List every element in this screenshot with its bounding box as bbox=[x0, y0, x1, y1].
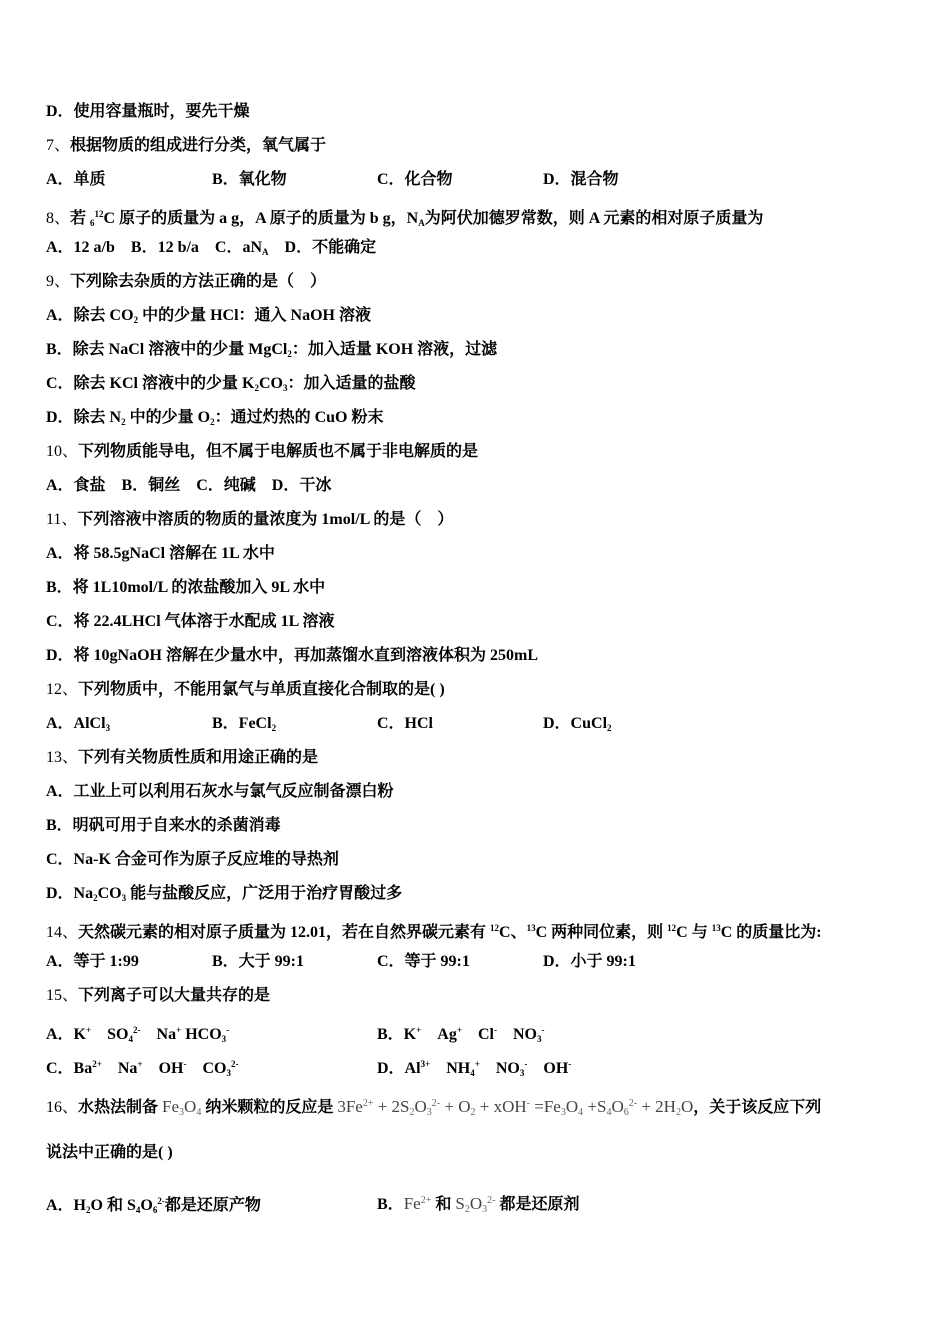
subscript: 3 bbox=[482, 1204, 488, 1215]
option-d: D．$Al^{3+}$ $NH_4^+$ $NO_3^-$ OH- bbox=[377, 1059, 572, 1078]
question-text: 若 $_6^{12}$C 原子的质量为 a g，A 原子的质量为 b g，$N_A$为阿伏加德罗常数，则 A 元素的相对原子质量为 bbox=[70, 209, 764, 228]
options-line: A．12 a/b B．12 b/a C．$aN_A$ D．不能确定 bbox=[46, 239, 377, 257]
superscript: 12 bbox=[94, 209, 104, 219]
superscript: 2- bbox=[231, 1059, 239, 1069]
question-13 bbox=[46, 741, 916, 775]
option-c: C．化合物 bbox=[377, 171, 453, 188]
option-label: B． bbox=[377, 1196, 404, 1213]
subscript: 3 bbox=[105, 723, 111, 733]
question-text: ，关于该反应下列 bbox=[693, 1099, 822, 1116]
question-12 bbox=[46, 673, 916, 707]
superscript: - bbox=[526, 1098, 531, 1109]
q8-options bbox=[46, 231, 916, 265]
q15-options-ab bbox=[46, 1013, 916, 1047]
question-text: 下列溶液中溶质的物质的量浓度为 1mol/L 的是（ ） bbox=[77, 511, 454, 528]
option-text: D．除去 $N_2$ 中的少量 $O_2$：通过灼热的 CuO 粉末 bbox=[46, 409, 384, 427]
question-9 bbox=[46, 265, 916, 299]
formula-fe2plus: $Fe^{2+}$ bbox=[403, 1194, 432, 1213]
question-16 bbox=[46, 1081, 916, 1127]
subscript: 3 bbox=[537, 1034, 542, 1044]
subscript: 2 bbox=[121, 417, 126, 427]
superscript: 12 bbox=[667, 923, 677, 933]
q13-option-b bbox=[46, 809, 916, 843]
formula-s2o3: $S_2O_3^{2-}$ bbox=[455, 1194, 496, 1215]
option-text: D．$Na_2CO_3$ 能与盐酸反应，广泛用于治疗胃酸过多 bbox=[46, 885, 403, 903]
q9-option-d bbox=[46, 401, 916, 435]
option-text: C．Na-K 合金可作为原子反应堆的导热剂 bbox=[46, 851, 339, 868]
subscript: 6 bbox=[90, 218, 95, 228]
superscript: 2- bbox=[133, 1025, 141, 1035]
option-a: A．单质 bbox=[46, 171, 106, 188]
subscript: 4 bbox=[470, 1068, 475, 1078]
superscript: - bbox=[568, 1059, 572, 1069]
question-text: 纳米颗粒的反应是 bbox=[201, 1099, 338, 1116]
q10-options bbox=[46, 469, 916, 503]
subscript: 3 bbox=[221, 1034, 227, 1044]
question-text: 天然碳元素的相对原子质量为 12.01，若在自然界碳元素有 $^{12}$C、$^{13}$C 两种同位素，则 $^{12}$C 与 $^{13}$C 的质量比为: bbox=[78, 923, 822, 941]
subscript: 2 bbox=[93, 893, 98, 903]
subscript: 4 bbox=[606, 1107, 612, 1118]
superscript: + bbox=[137, 1059, 143, 1069]
option-text: C．除去 KCl 溶液中的少量 $K_2CO_3$：加入适量的盐酸 bbox=[46, 375, 416, 393]
superscript: - bbox=[493, 1025, 497, 1035]
subscript: 2 bbox=[254, 383, 259, 393]
q13-option-d bbox=[46, 877, 916, 911]
question-text: 说法中正确的是( ) bbox=[46, 1144, 173, 1161]
question-number: 14、 bbox=[46, 924, 79, 941]
superscript: + bbox=[176, 1025, 182, 1035]
question-number: 12、 bbox=[46, 681, 79, 698]
subscript: 2 bbox=[409, 1107, 415, 1118]
formula-fe3o4: $Fe_3O_4$ bbox=[162, 1097, 202, 1118]
question-text: 下列有关物质性质和用途正确的是 bbox=[78, 749, 319, 766]
question-text: 根据物质的组成进行分类，氧气属于 bbox=[70, 137, 327, 154]
question-8 bbox=[46, 197, 916, 231]
q11-option-d bbox=[46, 639, 916, 673]
option-c: C．$Ba^{2+}$ Na+ OH- $CO_3^{2-}$ bbox=[46, 1059, 239, 1078]
superscript: - bbox=[524, 1059, 528, 1069]
option-text: 和 bbox=[431, 1196, 456, 1213]
superscript: 2+ bbox=[420, 1195, 432, 1206]
q14-options bbox=[46, 945, 916, 979]
question-11 bbox=[46, 503, 916, 537]
superscript: + bbox=[474, 1059, 480, 1069]
question-number: 7、 bbox=[46, 137, 71, 154]
question-number: 15、 bbox=[46, 987, 79, 1004]
superscript: 2- bbox=[157, 1196, 165, 1206]
option-a: A．K+ $SO_4^{2-}$ Na+ $HCO_3^-$ bbox=[46, 1025, 230, 1044]
subscript: 3 bbox=[519, 1068, 525, 1078]
document-page bbox=[46, 95, 916, 1224]
superscript: 13 bbox=[526, 923, 536, 933]
subscript: 3 bbox=[560, 1107, 566, 1118]
subscript: 2 bbox=[470, 1107, 476, 1118]
subscript: A bbox=[262, 247, 269, 257]
subscript: 3 bbox=[121, 893, 127, 903]
subscript: 3 bbox=[426, 1107, 432, 1118]
question-number: 10、 bbox=[46, 443, 79, 460]
question-number: 16、 bbox=[46, 1099, 79, 1116]
subscript: A bbox=[418, 218, 425, 228]
subscript: 2 bbox=[464, 1204, 470, 1215]
option-a: A．$H_2O$ 和 $S_4O_6^{2-}$都是还原产物 bbox=[46, 1196, 261, 1215]
superscript: 2- bbox=[628, 1098, 638, 1109]
subscript: 4 bbox=[135, 1205, 141, 1215]
superscript: + bbox=[416, 1025, 422, 1035]
q13-option-a bbox=[46, 775, 916, 809]
subscript: 3 bbox=[226, 1068, 231, 1078]
option-text: B．除去 NaCl 溶液中的少量 MgCl$_2$：加入适量 KOH 溶液，过滤 bbox=[46, 341, 498, 359]
superscript: + bbox=[86, 1025, 92, 1035]
subscript: 4 bbox=[196, 1107, 202, 1118]
subscript: 2 bbox=[86, 1205, 91, 1215]
superscript: 3+ bbox=[420, 1059, 431, 1069]
option-a: A．AlCl$_3$ bbox=[46, 715, 111, 733]
superscript: 13 bbox=[711, 923, 721, 933]
option-text: A．除去 $CO_2$ 中的少量 HCl：通入 NaOH 溶液 bbox=[46, 307, 371, 325]
question-number: 13、 bbox=[46, 749, 79, 766]
q7-options bbox=[46, 163, 916, 197]
option-d: D．混合物 bbox=[543, 171, 619, 188]
option-c: C．等于 99:1 bbox=[377, 953, 470, 970]
option-b: B．大于 99:1 bbox=[212, 953, 305, 970]
reaction-equation: $3Fe^{2+} + 2S_2O_3^{2-} + O_2 + xOH^- =Fe_3O_4 +S_4O_6^{2-} + 2H_2O$ bbox=[337, 1097, 694, 1118]
option-text: C．将 22.4LHCl 气体溶于水配成 1L 溶液 bbox=[46, 613, 335, 630]
option-b: B．氧化物 bbox=[212, 171, 287, 188]
subscript: 3 bbox=[282, 383, 288, 393]
subscript: 2 bbox=[675, 1107, 681, 1118]
subscript: 2 bbox=[271, 723, 277, 733]
question-text: 下列物质中，不能用氯气与单质直接化合制取的是( ) bbox=[78, 681, 445, 698]
option-b bbox=[377, 1178, 579, 1233]
superscript: + bbox=[456, 1025, 462, 1035]
question-15 bbox=[46, 979, 916, 1013]
superscript: - bbox=[183, 1059, 187, 1069]
question-10 bbox=[46, 435, 916, 469]
superscript: 12 bbox=[490, 923, 500, 933]
option-d: D．小于 99:1 bbox=[543, 953, 636, 970]
option-text: D．使用容量瓶时，要先干燥 bbox=[46, 103, 250, 120]
question-14 bbox=[46, 911, 916, 945]
question-16-cont bbox=[46, 1127, 916, 1178]
subscript: 6 bbox=[152, 1205, 158, 1215]
option-text: D．将 10gNaOH 溶解在少量水中，再加蒸馏水直到溶液体积为 250mL bbox=[46, 647, 539, 664]
option-text: A．工业上可以利用石灰水与氯气反应制备漂白粉 bbox=[46, 783, 394, 800]
superscript: 2- bbox=[431, 1098, 441, 1109]
option-c: C．HCl bbox=[377, 715, 434, 732]
question-7 bbox=[46, 129, 916, 163]
q9-option-c bbox=[46, 367, 916, 401]
q16-options bbox=[46, 1178, 916, 1224]
subscript: 2 bbox=[133, 315, 139, 325]
question-text: 下列离子可以大量共存的是 bbox=[78, 987, 271, 1004]
question-text: 水热法制备 bbox=[78, 1099, 163, 1116]
subscript: 4 bbox=[578, 1107, 584, 1118]
option-text: A．将 58.5gNaCl 溶解在 1L 水中 bbox=[46, 545, 275, 562]
superscript: 2+ bbox=[362, 1098, 374, 1109]
option-a: A．等于 1:99 bbox=[46, 953, 139, 970]
option-b: B．FeCl$_2$ bbox=[212, 715, 277, 733]
q15-options-cd bbox=[46, 1047, 916, 1081]
q9-option-a bbox=[46, 299, 916, 333]
superscript: 2+ bbox=[92, 1059, 102, 1069]
option-text: B．将 1L10mol/L 的浓盐酸加入 9L 水中 bbox=[46, 579, 326, 596]
subscript: 4 bbox=[128, 1034, 134, 1044]
q11-option-a bbox=[46, 537, 916, 571]
q12-options bbox=[46, 707, 916, 741]
q9-option-b bbox=[46, 333, 916, 367]
superscript: 2- bbox=[487, 1195, 496, 1206]
subscript: 3 bbox=[179, 1107, 185, 1118]
q13-option-c bbox=[46, 843, 916, 877]
q11-option-b bbox=[46, 571, 916, 605]
subscript: 2 bbox=[287, 349, 292, 359]
superscript: - bbox=[541, 1025, 545, 1035]
subscript: 2 bbox=[210, 417, 215, 427]
question-number: 8、 bbox=[46, 210, 71, 227]
question-text: 下列除去杂质的方法正确的是（ ） bbox=[70, 273, 327, 290]
option-text: 都是还原剂 bbox=[495, 1196, 580, 1213]
option-d: D．CuCl$_2$ bbox=[543, 715, 612, 733]
option-text: B．明矾可用于自来水的杀菌消毒 bbox=[46, 817, 281, 834]
question-number: 9、 bbox=[46, 273, 71, 290]
subscript: 6 bbox=[623, 1107, 629, 1118]
q6-option-d bbox=[46, 95, 916, 129]
question-number: 11、 bbox=[46, 511, 78, 528]
option-b: B．K+ Ag+ Cl- $NO_3^-$ bbox=[377, 1025, 545, 1044]
subscript: 2 bbox=[607, 723, 612, 733]
question-text: 下列物质能导电，但不属于电解质也不属于非电解质的是 bbox=[78, 443, 479, 460]
q11-option-c bbox=[46, 605, 916, 639]
superscript: - bbox=[226, 1025, 230, 1035]
options-line: A．食盐 B．铜丝 C．纯碱 D．干冰 bbox=[46, 477, 332, 494]
